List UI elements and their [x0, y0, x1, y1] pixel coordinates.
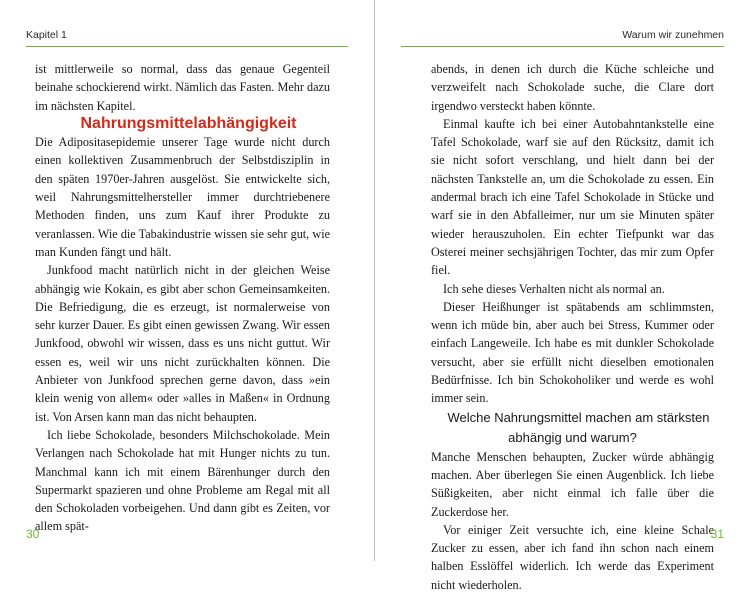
paragraph: Die Adipositasepidemie unserer Tage wurde nicht durch einen kollektiven Zusammenbruch der Selbstdisziplin in den späten 1970er-Jahren ausgelöst. Sie entwickelte sich, weil Nahrungsmittelhersteller immer durchtriebenere Methoden finden, uns zum Kauf ihrer Produkte zu veranlassen. Wie die Tabakindustrie wissen sie sehr gut, wie man Kunden fängt und hält. [35, 135, 330, 259]
header-rule [401, 46, 724, 47]
paragraph: Einmal kaufte ich bei einer Autobahntankstelle eine Tafel Schokolade, warf sie auf den Rücksitz, damit ich sie nicht sofort verschlang, und hielt dann bei der nächsten Tankstelle an, um die Schokolade zu essen. Ein andermal brach ich eine Tafel Schokolade in Stücke und warf sie in den Abfalleimer, nur um sie Minuten später wieder herauszuholen. Ein echter Tiefpunkt war das Osterei meiner sechsjährigen Tochter, das mir zum Opfer fiel. [431, 116, 714, 278]
body-text [431, 60, 714, 594]
paragraph: abends, in denen ich durch die Küche schleiche und verzweifelt nach Schokolade suche, die Clare dort irgendwo versteckt haben könnte. [431, 62, 714, 113]
body-text [35, 60, 330, 536]
paragraph: Dieser Heißhunger ist spätabends am schlimmsten, wenn ich müde bin, aber auch bei Stress, Kummer oder einfach Langeweile. Ich habe es mit dunkler Schokolade versucht, aber sie erfüllt nicht dieselben emotionalen Bedürfnisse. Ich bin Schokoholiker und werde es wohl immer sein. [431, 299, 714, 406]
section-heading: Nahrungsmittelabhängigkeit [80, 114, 297, 132]
right-page [375, 0, 750, 592]
page-number: 30 [26, 527, 40, 541]
running-head: Kapitel 1 [26, 29, 67, 41]
left-page [0, 0, 375, 561]
page-number: 31 [710, 527, 724, 541]
section-heading: Welche Nahrungsmittel machen am stärksten abhängig und warum? [447, 409, 710, 445]
running-head: Warum wir zunehmen [622, 29, 724, 41]
paragraph: Junkfood macht natürlich nicht in der gleichen Weise abhängig wie Kokain, es gibt aber schon Gemeinsamkeiten. Die Befriedigung, die es erzeugt, ist normalerweise von sehr kurzer Dauer. Es gibt einen gewissen Zwang. Wir essen Junkfood, obwohl wir wissen, dass es uns nicht guttut. Wir essen es, weil wir uns nicht zurückhalten können. Die Anbieter von Junkfood sprechen gerne davon, dass »ein klein wenig von allem« oder »alles in Maßen« in Ordnung ist. Von Arsen kann man das nicht behaupten. [35, 263, 330, 424]
paragraph: Ich sehe dieses Verhalten nicht als normal an. [443, 281, 665, 296]
paragraph: ist mittlerweile so normal, dass das genaue Gegenteil beinahe schockierend wirkt. Nämlich das Fasten. Mehr dazu im nächsten Kapitel. [35, 62, 330, 113]
paragraph: Ich liebe Schokolade, besonders Milchschokolade. Mein Verlangen nach Schokolade hat mit Hunger nichts zu tun. Manchmal kann ich mit einem Bärenhunger durch den Supermarkt spazieren und ohne Probleme am Regal mit all den Schokoladen vorbeigehen. Und dann gibt es Zeiten, vor allem spät- [35, 427, 330, 534]
paragraph: Vor einiger Zeit versuchte ich, eine kleine Schale Zucker zu essen, aber ich fand ihn schon nach einem halben Esslöffel widerlich. Ich werde das Experiment nicht wiederholen. [431, 522, 714, 592]
paragraph: Manche Menschen behaupten, Zucker würde abhängig machen. Aber überlegen Sie einen Augenblick. Ich liebe Süßigkeiten, aber nicht einmal ich falle über die Zuckerdose her. [431, 449, 714, 519]
header-rule [26, 46, 348, 47]
